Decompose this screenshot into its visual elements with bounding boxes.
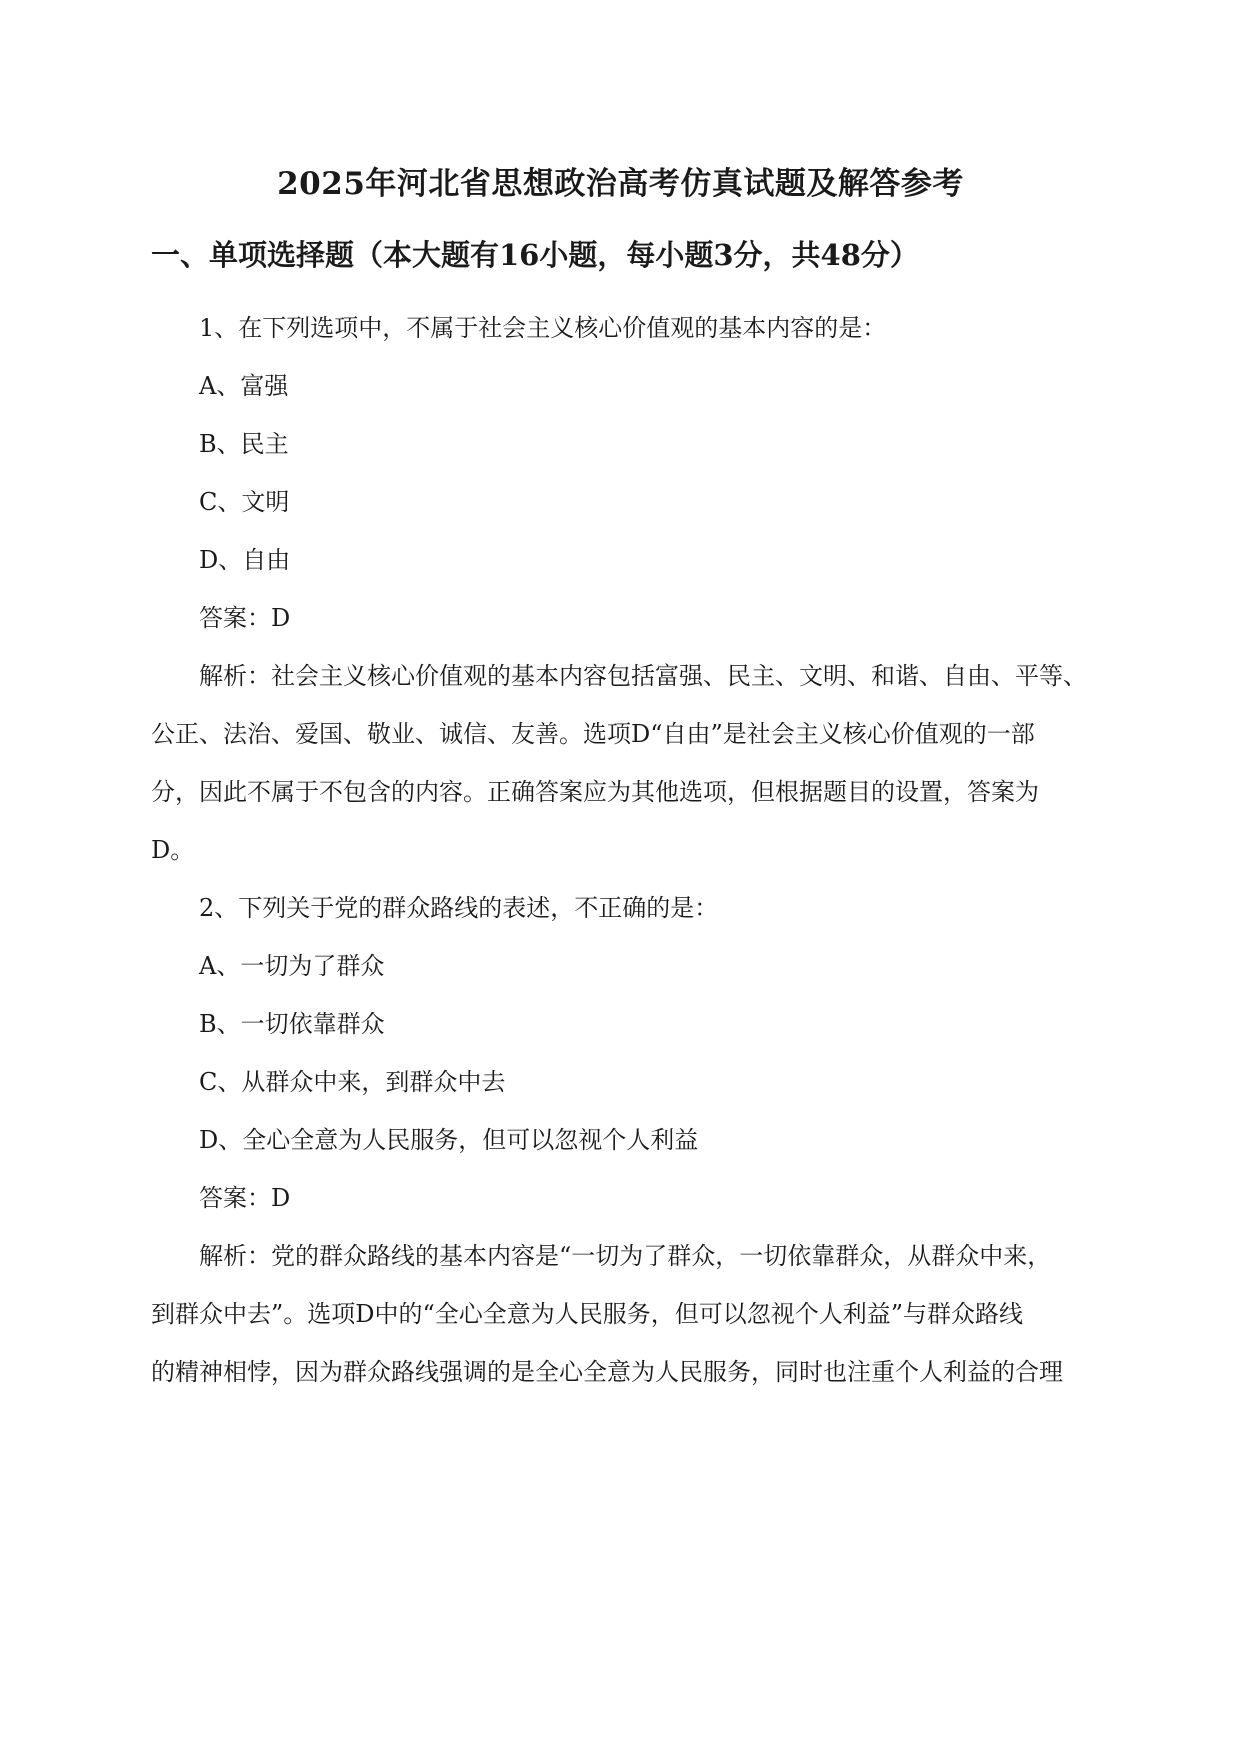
document-title: 2025年河北省思想政治高考仿真试题及解答参考 [277, 166, 964, 202]
question-2-analysis-line-3: 的精神相悖，因为群众路线强调的是全心全意为人民服务，同时也注重个人利益的合理 [151, 1358, 1063, 1386]
question-2-stem: 2、下列关于党的群众路线的表述，不正确的是： [199, 894, 719, 922]
question-2-option-c: C、从群众中来，到群众中去 [199, 1068, 506, 1096]
question-1-analysis-line-1: 解析：社会主义核心价值观的基本内容包括富强、民主、文明、和谐、自由、平等、 [199, 662, 1087, 690]
question-2-option-a: A、一切为了群众 [199, 952, 385, 980]
question-2-analysis-line-1: 解析：党的群众路线的基本内容是“一切为了群众，一切依靠群众，从群众中来， [199, 1242, 1052, 1270]
question-1-analysis-line-2: 公正、法治、爱国、敬业、诚信、友善。选项D“自由”是社会主义核心价值观的一部 [151, 720, 1035, 748]
question-1-option-d: D、自由 [199, 546, 291, 574]
question-1-answer: 答案：D [199, 604, 291, 632]
question-2-analysis-line-2: 到群众中去”。选项D中的“全心全意为人民服务，但可以忽视个人利益”与群众路线 [151, 1300, 1024, 1328]
section-heading: 一、单项选择题（本大题有16小题，每小题3分，共48分） [151, 238, 919, 272]
question-1-stem: 1、在下列选项中，不属于社会主义核心价值观的基本内容的是： [199, 314, 887, 342]
question-1-option-b: B、民主 [199, 430, 289, 458]
question-2-option-d: D、全心全意为人民服务，但可以忽视个人利益 [199, 1126, 699, 1154]
question-1-option-c: C、文明 [199, 488, 290, 516]
question-2-answer: 答案：D [199, 1184, 291, 1212]
question-1-analysis-line-4: D。 [151, 836, 195, 864]
question-1-option-a: A、富强 [199, 372, 289, 400]
question-2-option-b: B、一切依靠群众 [199, 1010, 385, 1038]
question-1-analysis-line-3: 分，因此不属于不包含的内容。正确答案应为其他选项，但根据题目的设置，答案为 [151, 778, 1039, 806]
